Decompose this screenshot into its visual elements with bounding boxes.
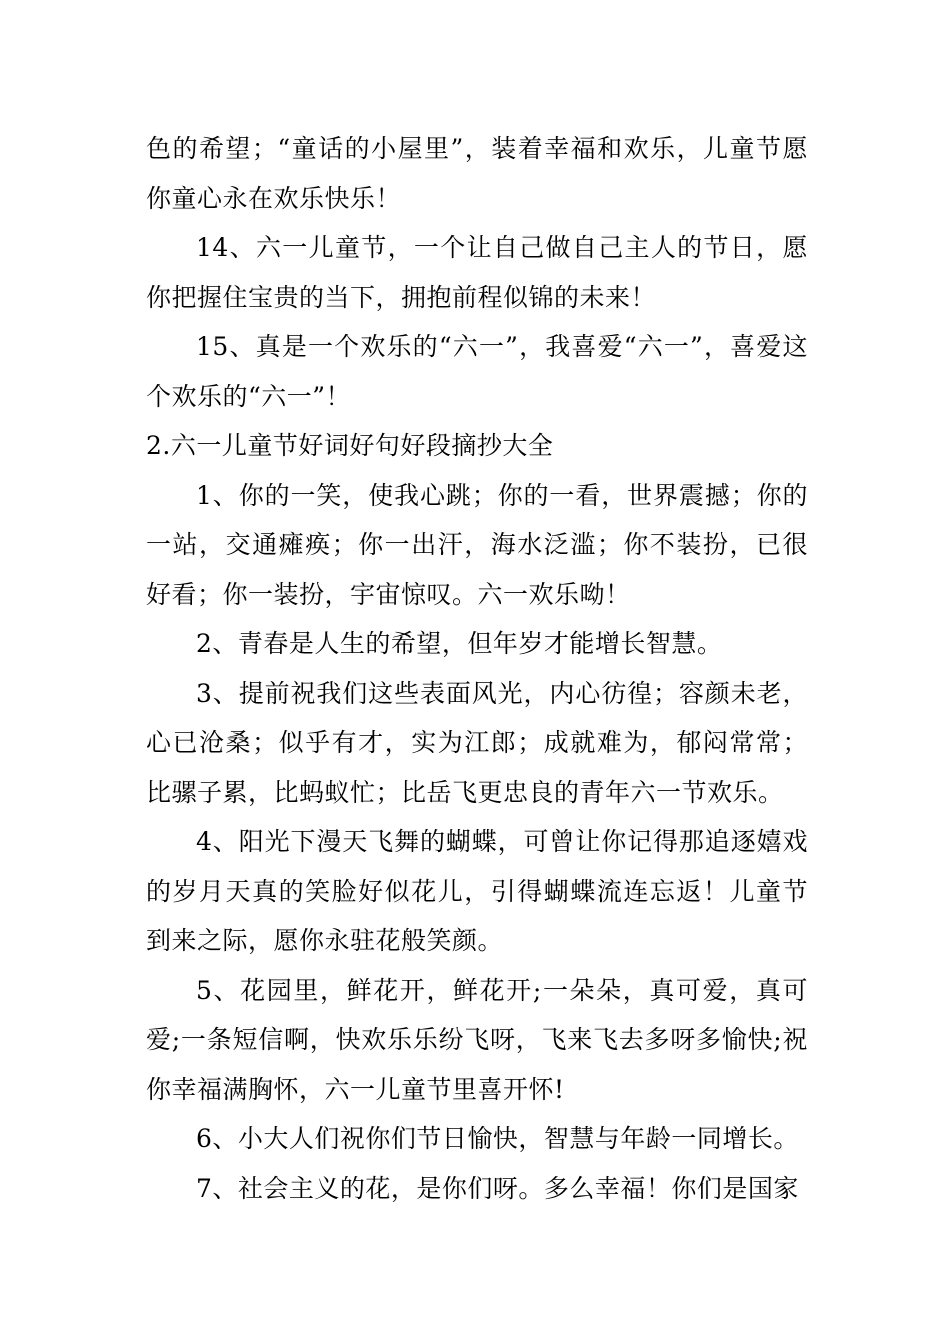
- paragraph-item-3: 3、提前祝我们这些表面风光，内心彷徨；容颜未老，心已沧桑；似乎有才，实为江郎；成就难为，郁闷常常；比骡子累，比蚂蚁忙；比岳飞更忠良的青年六一节欢乐。: [146, 678, 808, 807]
- paragraph-item-15: 15、真是一个欢乐的“六一”，我喜爱“六一”，喜爱这个欢乐的“六一”！: [146, 332, 808, 411]
- paragraph-continuation: 色的希望；“童话的小屋里”，装着幸福和欢乐，儿童节愿你童心永在欢乐快乐！: [146, 134, 808, 213]
- paragraph-item-6: 6、小大人们祝你们节日愉快，智慧与年龄一同增长。: [196, 1124, 799, 1153]
- section-heading: 2.六一儿童节好词好句好段摘抄大全: [146, 431, 554, 460]
- paragraph-item-14: 14、六一儿童节，一个让自己做自己主人的节日，愿你把握住宝贵的当下，拥抱前程似锦的未来！: [146, 233, 808, 312]
- paragraph-item-1: 1、你的一笑，使我心跳；你的一看，世界震撼；你的一站，交通瘫痪；你一出汗，海水泛滥；你不装扮，已很好看；你一装扮，宇宙惊叹。六一欢乐呦！: [146, 480, 808, 609]
- paragraph-item-7: 7、社会主义的花，是你们呀。多么幸福！你们是国家: [196, 1173, 799, 1203]
- paragraph-item-4: 4、阳光下漫天飞舞的蝴蝶，可曾让你记得那追逐嬉戏的岁月天真的笑脸好似花儿，引得蝴蝶流连忘返！儿童节到来之际，愿你永驻花般笑颜。: [146, 827, 808, 955]
- document-body: [146, 124, 808, 1213]
- paragraph-item-2: 2、青春是人生的希望，但年岁才能增长智慧。: [196, 629, 723, 658]
- paragraph-item-5: 5、花园里，鲜花开，鲜花开;一朵朵，真可爱，真可爱;一条短信啊，快欢乐乐纷飞呀，飞来飞去多呀多愉快;祝你幸福满胸怀，六一儿童节里喜开怀!: [146, 975, 808, 1104]
